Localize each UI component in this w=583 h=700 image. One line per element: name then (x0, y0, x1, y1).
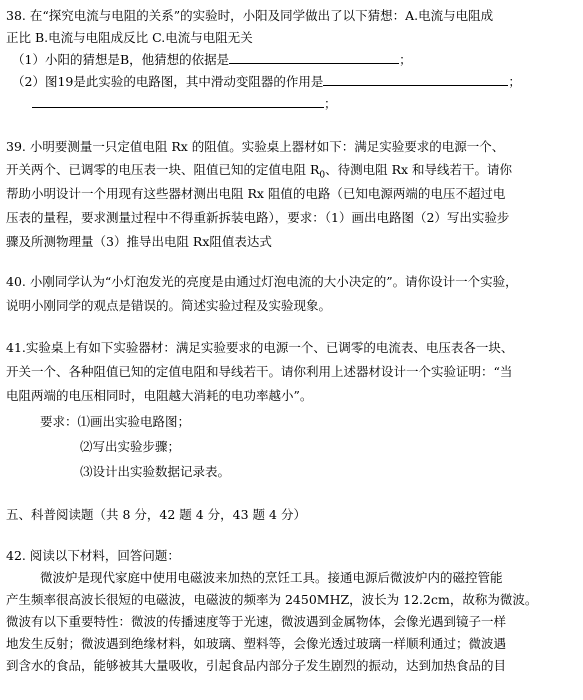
q38-sub-2-cont-end: ； (324, 96, 337, 111)
q41-line-3: 电阻两端的电压相同时，电阻越大消耗的电功率越小”。 (6, 388, 313, 403)
q41-requirement-1: 要求：⑴画出实验电路图； (40, 414, 191, 429)
q39-line-3: 帮助小明设计一个用现有这些器材测出电阻 Rx 阻值的电路（已知电源两端的电压不超过电 (6, 186, 506, 201)
q40-line-1: 40. 小刚同学认为“小灯泡发光的亮度是由通过灯泡电流的大小决定的”。请你设计一个实验， (6, 274, 518, 289)
q38-line-2: 正比 B.电流与电阻成反比 C.电流与电阻无关 (6, 30, 253, 45)
section-5-heading: 五、科普阅读题（共 8 分，42 题 4 分，43 题 4 分） (6, 507, 306, 522)
q39-r0-subscript: 0 (319, 170, 326, 181)
q41-requirement-3: ⑶设计出实验数据记录表。 (80, 464, 231, 479)
q38-sub-1-end: ； (399, 52, 412, 67)
q39-line-4: 压表的量程，要求测量过程中不得重新拆装电路），要求：（1）画出电路图（2）写出实验步 (6, 210, 510, 225)
q42-line-6: 到含水的食品，能够被其大量吸收，引起食品内部分子发生剧烈的振动，达到加热食品的目 (6, 658, 507, 673)
q38-sub-2 (12, 72, 521, 92)
q38-sub-2-cont (32, 94, 337, 114)
q42-line-5: 地发生反射；微波遇到绝缘材料，如玻璃、塑料等，会像光透过玻璃一样顺利通过；微波遇 (6, 636, 507, 651)
q40-line-2: 说明小刚同学的观点是错误的。简述实验过程及实验现象。 (6, 298, 332, 313)
q38-sub-2-text: （2）图19是此实验的电路图，其中滑动变阻器的作用是 (12, 74, 324, 89)
q42-line-1: 42. 阅读以下材料，回答问题： (6, 548, 180, 563)
q38-answer-blank-1[interactable] (229, 50, 399, 64)
q38-sub-1 (12, 50, 412, 70)
q38-sub-1-text: （1）小阳的猜想是B，他猜想的依据是 (12, 52, 230, 67)
q38-answer-blank-2[interactable] (323, 72, 508, 86)
q38-answer-blank-3[interactable] (32, 94, 324, 108)
q42-line-3: 产生频率很高波长很短的电磁波，电磁波的频率为 2450MHZ，波长为 12.2cm，故称为微波。 (6, 592, 538, 607)
q38-sub-2-end: ； (508, 74, 521, 89)
q39-line-2-a: 开关两个、已调零的电压表一块、阻值已知的定值电阻 R (6, 162, 320, 177)
q41-line-2: 开关一个、各种阻值已知的定值电阻和导线若干。请你利用上述器材设计一个实验证明：“当 (6, 364, 513, 379)
q41-requirement-2: ⑵写出实验步骤； (80, 439, 181, 454)
q39-line-1: 39. 小明要测量一只定值电阻 Rx 的阻值。实验桌上器材如下：满足实验要求的电源一个、 (6, 139, 505, 154)
q39-line-2-b: 、待测电阻 Rx 和导线若干。请你 (325, 162, 513, 177)
q42-line-2: 微波炉是现代家庭中使用电磁波来加热的烹饪工具。接通电源后微波炉内的磁控管能 (40, 570, 503, 585)
q39-line-5: 骤及所测物理量（3）推导出电阻 Rx阻值表达式 (6, 234, 272, 249)
q42-line-4: 微波有以下重要特性：微波的传播速度等于光速，微波遇到金属物体，会像光遇到镜子一样 (6, 614, 507, 629)
q41-line-1: 41.实验桌上有如下实验器材：满足实验要求的电源一个、已调零的电流表、电压表各一块、 (6, 340, 514, 355)
q38-line-1: 38. 在“探究电流与电阻的关系”的实验时，小阳及同学做出了以下猜想：A.电流与电阻成 (6, 8, 494, 23)
q39-line-2 (6, 160, 512, 180)
